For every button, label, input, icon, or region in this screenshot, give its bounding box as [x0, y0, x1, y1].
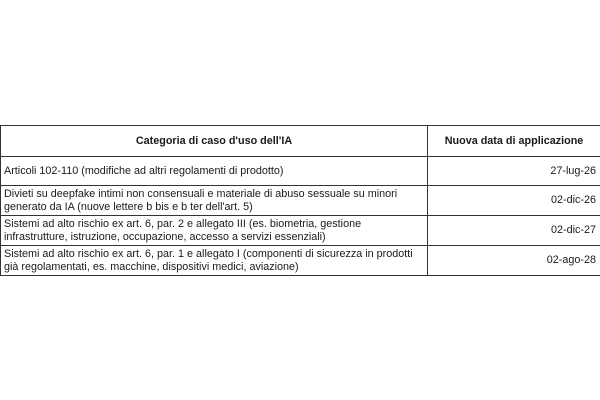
table-row — [1, 186, 600, 216]
date-cell: 27-lug-26 — [428, 157, 600, 186]
category-cell — [1, 246, 428, 276]
date-cell: 02-dic-27 — [428, 216, 600, 246]
date-cell: 02-dic-26 — [428, 186, 600, 216]
category-cell — [1, 216, 428, 246]
category-cell — [1, 186, 428, 216]
table-row — [1, 157, 600, 186]
table-row — [1, 246, 600, 276]
category-text: Divieti su deepfake intimi non consensuali e materiale di abuso sessuale su minori generato da IA (nuove lettere b bis e b ter dell'art. 5) — [4, 188, 398, 213]
date-cell: 02-ago-28 — [428, 246, 600, 276]
category-text: Sistemi ad alto rischio ex art. 6, par. 2 e allegato III (es. biometria, gestione infrastrutture, istruzione, occupazione, accesso a servizi essenziali) — [4, 218, 362, 243]
application-dates-table — [0, 125, 600, 276]
category-text: Articoli 102-110 (modifiche ad altri regolamenti di prodotto) — [4, 164, 284, 177]
table-row — [1, 216, 600, 246]
table-header-row — [1, 126, 600, 157]
category-cell — [1, 157, 428, 186]
category-text: Sistemi ad alto rischio ex art. 6, par. 1 e allegato I (componenti di sicurezza in prodotti già regolamentati, es. macchine, dispositivi medici, aviazione) — [4, 248, 413, 273]
header-date: Nuova data di applicazione — [428, 126, 600, 157]
table-container — [0, 125, 600, 276]
header-category: Categoria di caso d'uso dell'IA — [1, 126, 428, 157]
